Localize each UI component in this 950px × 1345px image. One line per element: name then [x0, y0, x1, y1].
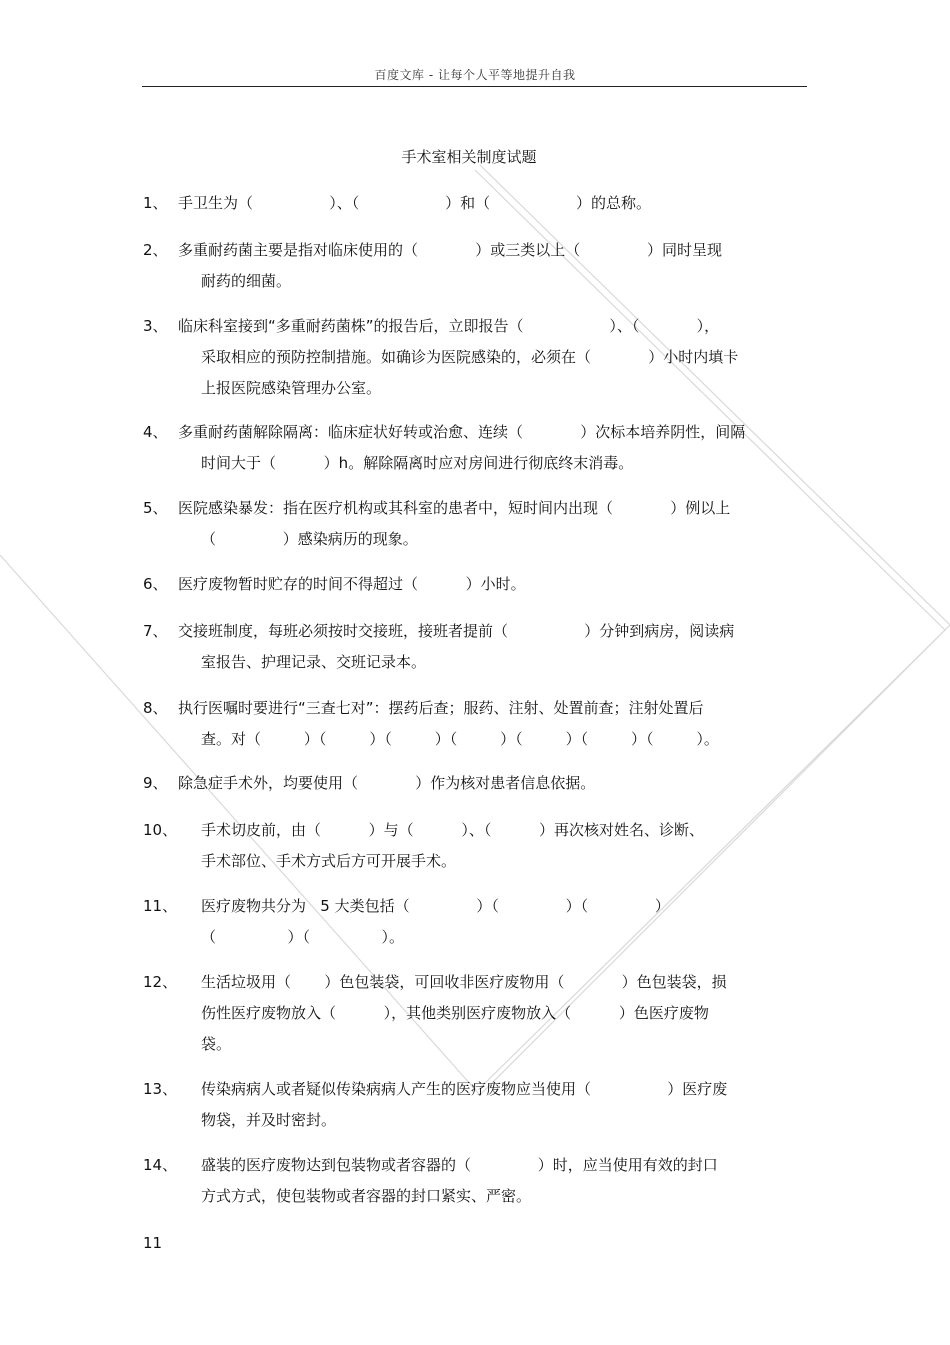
question-number: 9、	[143, 774, 168, 792]
question-text-line: 手术部位、手术方式后方可开展手术。	[201, 852, 457, 870]
question-number: 11、	[143, 897, 178, 915]
question-text-line: 多重耐药菌解除隔离：临床症状好转或治愈、连续（ ）次标本培养阴性，间隔	[178, 423, 746, 441]
question-text-line: 查。对（ ）（ ）（ ）（ ）（ ）（ ）（ ）。	[201, 730, 719, 748]
question-text-line: 方式方式，使包装物或者容器的封口紧实、严密。	[201, 1187, 532, 1205]
question-text-line: 传染病病人或者疑似传染病病人产生的医疗废物应当使用（ ）医疗废	[201, 1080, 728, 1098]
question-text-line: 手卫生为（ ）、（ ）和（ ）的总称。	[178, 194, 651, 212]
question-number: 3、	[143, 317, 168, 335]
header-rule	[142, 86, 807, 87]
question-text-line: 室报告、护理记录、交班记录本。	[201, 653, 427, 671]
question-number: 4、	[143, 423, 168, 441]
question-text-line: 多重耐药菌主要是指对临床使用的（ ）或三类以上（ ）同时呈现	[178, 241, 722, 259]
question-text-line: 医院感染暴发：指在医疗机构或其科室的患者中，短时间内出现（ ）例以上	[178, 499, 731, 517]
question-text-line: 交接班制度，每班必须按时交接班，接班者提前（ ）分钟到病房，阅读病	[178, 622, 735, 640]
question-number: 14、	[143, 1156, 178, 1174]
question-text-line: 生活垃圾用（ ）色包装袋，可回收非医疗废物用（ ）色包装袋，损	[201, 973, 727, 991]
question-number: 5、	[143, 499, 168, 517]
question-text-line: 执行医嘱时要进行“三查七对”：摆药后查；服药、注射、处置前查；注射处置后	[178, 699, 704, 717]
question-text-line: 临床科室接到“多重耐药菌株”的报告后，立即报告（ ）、（ ），	[178, 317, 720, 335]
question-number: 12、	[143, 973, 178, 991]
question-number: 6、	[143, 575, 168, 593]
question-text-line: （ ）（ ）。	[201, 928, 405, 946]
question-text-line: 上报医院感染管理办公室。	[201, 379, 382, 397]
question-text-line: 时间大于（ ）h。解除隔离时应对房间进行彻底终末消毒。	[201, 454, 634, 472]
question-text-line: 医疗废物暂时贮存的时间不得超过（ ）小时。	[178, 575, 526, 593]
question-text-line: 袋。	[201, 1035, 232, 1053]
question-text-line: 物袋，并及时密封。	[201, 1111, 337, 1129]
question-number: 8、	[143, 699, 168, 717]
question-text-line: 医疗废物共分为 5 大类包括（ ）（ ）（ ）	[201, 897, 670, 915]
question-number: 2、	[143, 241, 168, 259]
question-number: 7、	[143, 622, 168, 640]
document-title: 手术室相关制度试题	[401, 148, 537, 166]
question-number: 13、	[143, 1080, 178, 1098]
question-text-line: 除急症手术外，均要使用（ ）作为核对患者信息依据。	[178, 774, 596, 792]
question-text-line: 盛装的医疗废物达到包装物或者容器的（ ）时，应当使用有效的封口	[201, 1156, 718, 1174]
question-number: 10、	[143, 821, 178, 839]
question-text-line: 耐药的细菌。	[201, 272, 292, 290]
question-text-line: 采取相应的预防控制措施。如确诊为医院感染的，必须在（ ）小时内填卡	[201, 348, 739, 366]
header-text: 百度文库 - 让每个人平等地提升自我	[374, 68, 576, 82]
page-footer-number: 11	[143, 1234, 163, 1252]
question-text-line: （ ）感染病历的现象。	[201, 530, 418, 548]
question-number: 1、	[143, 194, 168, 212]
question-text-line: 手术切皮前，由（ ）与（ ）、（ ）再次核对姓名、诊断、	[201, 821, 705, 839]
question-text-line: 伤性医疗废物放入（ ），其他类别医疗废物放入（ ）色医疗废物	[201, 1004, 709, 1022]
